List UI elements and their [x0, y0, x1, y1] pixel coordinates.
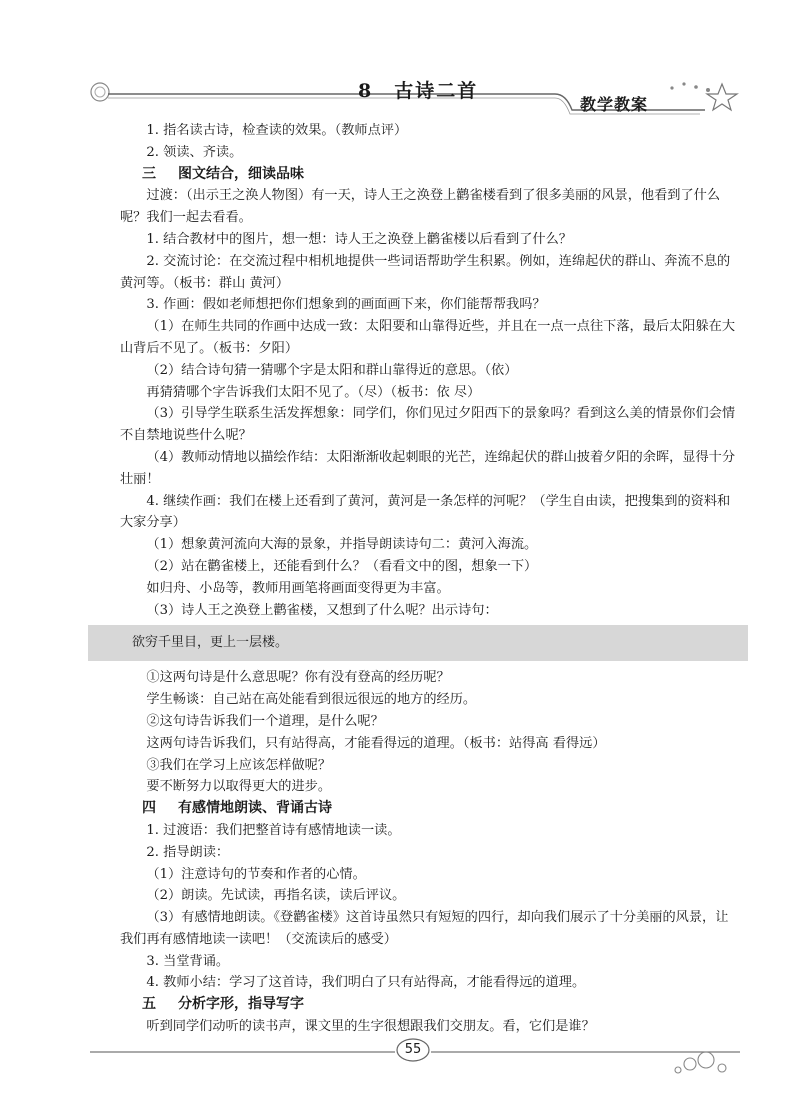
section-number: 五: [142, 996, 156, 1013]
paragraph: 1. 过渡语：我们把整首诗有感情地读一读。: [146, 822, 401, 838]
paragraph: （1）想象黄河流向大海的景象，并指导朗读诗句二：黄河入海流。: [146, 537, 538, 553]
paragraph: ③我们在学习上应该怎样做呢？: [146, 757, 332, 773]
paragraph: 再猜猜哪个字告诉我们太阳不见了。（尽）（板书：依 尽）: [146, 384, 481, 400]
brand-label: 教学教案: [580, 95, 649, 114]
paragraph: 4. 教师小结：学习了这首诗，我们明白了只有站得高，才能看得远的道理。: [146, 975, 586, 991]
page-number: 55: [404, 1042, 422, 1057]
bubbles-icon: [675, 1052, 726, 1073]
section-number: 三: [142, 165, 156, 182]
section-title: 有感情地朗读、背诵古诗: [178, 800, 332, 817]
section-heading-3: [120, 164, 740, 186]
paragraph: 2. 交流讨论：在交流过程中相机地提供一些词语帮助学生积累。例如，连绵起伏的群山、奔流不息的黄河等。（板书：群山 黄河）: [120, 253, 731, 291]
paragraph: 1. 指名读古诗，检查读的效果。（教师点评）: [146, 123, 408, 138]
paragraph: 听到同学们动听的读书声，课文里的生字很想跟我们交朋友。看，它们是谁？: [146, 1019, 595, 1035]
paragraph: （2）站在鹳雀楼上，还能看到什么？（看看文中的图，想象一下）: [146, 558, 538, 574]
section-heading-5: [120, 994, 740, 1016]
paragraph: 学生畅谈：自己站在高处能看到很远很远的地方的经历。: [146, 692, 477, 708]
paragraph: （3）有感情地朗读。《登鹳雀楼》这首诗虽然只有短短的四行，却向我们展示了十分美丽的风景，让我们再有感情地读一读吧！（交流读后的感受）: [120, 910, 729, 947]
paragraph: 要不断努力以取得更大的进步。: [146, 779, 332, 795]
paragraph: 如归舟、小岛等，教师用画笔将画面变得更为丰富。: [146, 580, 450, 596]
lesson-content: [120, 120, 740, 1038]
paragraph: （3）诗人王之涣登上鹳雀楼，又想到了什么呢？出示诗句：: [146, 602, 498, 618]
paragraph: 4. 继续作画：我们在楼上还看到了黄河，黄河是一条怎样的河呢？（学生自由读，把搜集到的资料和大家分享）: [120, 493, 731, 531]
paragraph: （1）注意诗句的节奏和作者的心情。: [146, 866, 366, 882]
paragraph: 3. 当堂背诵。: [146, 953, 230, 969]
section-title: 分析字形，指导写字: [178, 996, 304, 1013]
paragraph: 过渡：（出示王之涣人物图）有一天，诗人王之涣登上鹳雀楼看到了很多美丽的风景，他看到了什么呢？我们一起去看看。: [120, 188, 721, 226]
paragraph: （3）引导学生联系生活发挥想象：同学们，你们见过夕阳西下的景象吗？看到这么美的情景你们会情不自禁地说些什么呢？: [120, 406, 736, 444]
stars-icon: [670, 82, 737, 110]
paragraph: 3. 作画：假如老师想把你们想象到的画面画下来，你们能帮帮我吗？: [146, 297, 546, 313]
footer-decoration: [0, 1030, 800, 1090]
paragraph: 2. 领读、齐读。: [146, 144, 243, 160]
paragraph: （4）教师动情地以描绘作结：太阳渐渐收起刺眼的光芒，连绵起伏的群山披着夕阳的余晖，显得十分壮丽！: [120, 449, 736, 487]
poem-quote-box: 欲穷千里目，更上一层楼。: [88, 625, 748, 661]
paragraph: 这两句诗告诉我们，只有站得高，才能看得远的道理。（板书：站得高 看得远）: [146, 735, 606, 751]
section-number: 四: [142, 800, 156, 817]
paragraph: 1. 结合教材中的图片，想一想：诗人王之涣登上鹳雀楼以后看到了什么？: [146, 231, 572, 247]
lesson-title: 8 古诗二首: [358, 80, 479, 102]
paragraph: （1）在师生共同的作画中达成一致：太阳要和山靠得近些，并且在一点一点往下落，最后太阳躲在大山背后不见了。（板书：夕阳）: [120, 319, 736, 356]
paragraph: （2）朗读。先试读，再指名读，读后评议。: [146, 888, 406, 904]
swirl-icon: [91, 83, 109, 101]
paragraph: 2. 指导朗读：: [146, 844, 230, 860]
section-heading-4: [120, 798, 740, 820]
paragraph: ②这句诗告诉我们一个道理，是什么呢？: [146, 713, 384, 729]
paragraph: （2）结合诗句猜一猜哪个字是太阳和群山靠得近的意思。（依）: [146, 362, 518, 378]
page-footer: [0, 1030, 800, 1090]
section-title: 图文结合，细读品味: [178, 165, 304, 182]
paragraph: ①这两句诗是什么意思呢？你有没有登高的经历呢？: [146, 670, 450, 686]
